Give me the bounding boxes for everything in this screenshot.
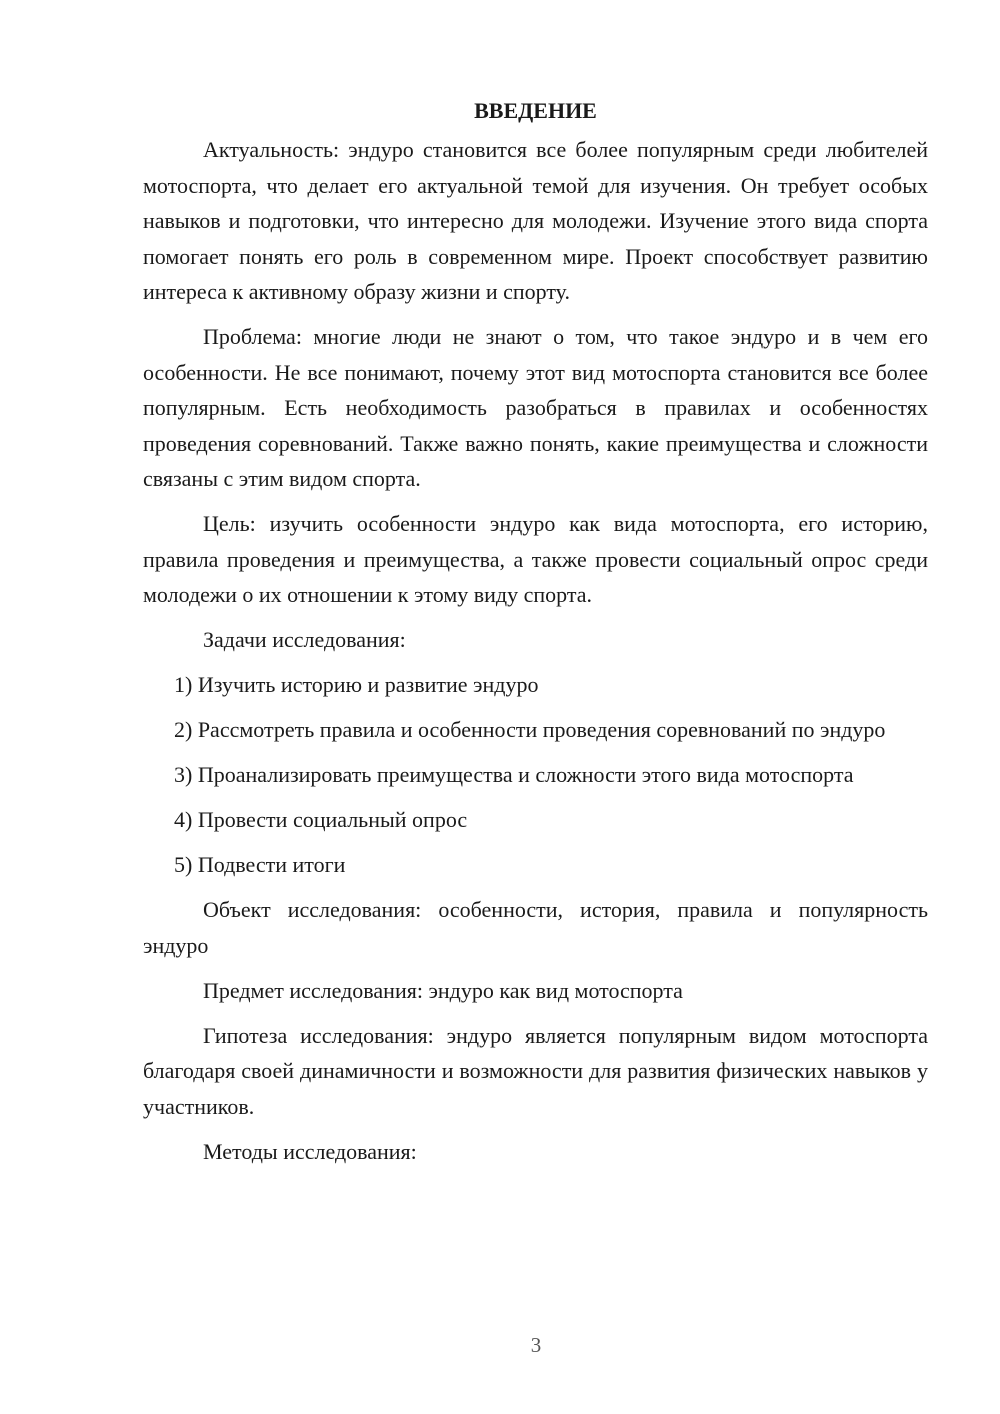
goal-paragraph: Цель: изучить особенности эндуро как вида мотоспорта, его историю, правила проведения и преимущества, а также провести социальный опрос среди молодежи о их отношении к этому виду спорта. bbox=[143, 511, 928, 607]
page-number: 3 bbox=[530, 1333, 542, 1357]
task-item: 5) Подвести итоги bbox=[174, 852, 346, 877]
object-paragraph: Объект исследования: особенности, история, правила и популярность эндуро bbox=[143, 897, 928, 958]
task-item: 4) Провести социальный опрос bbox=[174, 807, 468, 832]
methods-heading: Методы исследования: bbox=[203, 1138, 417, 1164]
task-item: 3) Проанализировать преимущества и сложности этого вида мотоспорта bbox=[174, 762, 854, 787]
subject-paragraph: Предмет исследования: эндуро как вид мотоспорта bbox=[203, 977, 683, 1003]
problem-paragraph: Проблема: многие люди не знают о том, что такое эндуро и в чем его особенности. Не все понимают, почему этот вид мотоспорта становится все более популярным. Есть необходимость разобраться в правилах и особенностях проведения соревнований. Также важно понять, какие преимущества и сложности связаны с этим видом спорта. bbox=[143, 324, 928, 491]
hypothesis-paragraph: Гипотеза исследования: эндуро является популярным видом мотоспорта благодаря своей динамичности и возможности для развития физических навыков у участников. bbox=[143, 1022, 928, 1119]
relevance-paragraph: Актуальность: эндуро становится все более популярным среди любителей мотоспорта, что делает его актуальной темой для изучения. Он требует особых навыков и подготовки, что интересно для молодежи. Изучение этого вида спорта помогает понять его роль в современном мире. Проект способствует развитию интереса к активному образу жизни и спорту. bbox=[143, 137, 928, 304]
task-item: 1) Изучить историю и развитие эндуро bbox=[174, 672, 539, 697]
document-page bbox=[143, 94, 928, 1169]
tasks-heading: Задачи исследования: bbox=[203, 627, 406, 652]
section-title: ВВЕДЕНИЕ bbox=[474, 98, 597, 123]
task-item: 2) Рассмотреть правила и особенности проведения соревнований по эндуро bbox=[174, 717, 886, 742]
